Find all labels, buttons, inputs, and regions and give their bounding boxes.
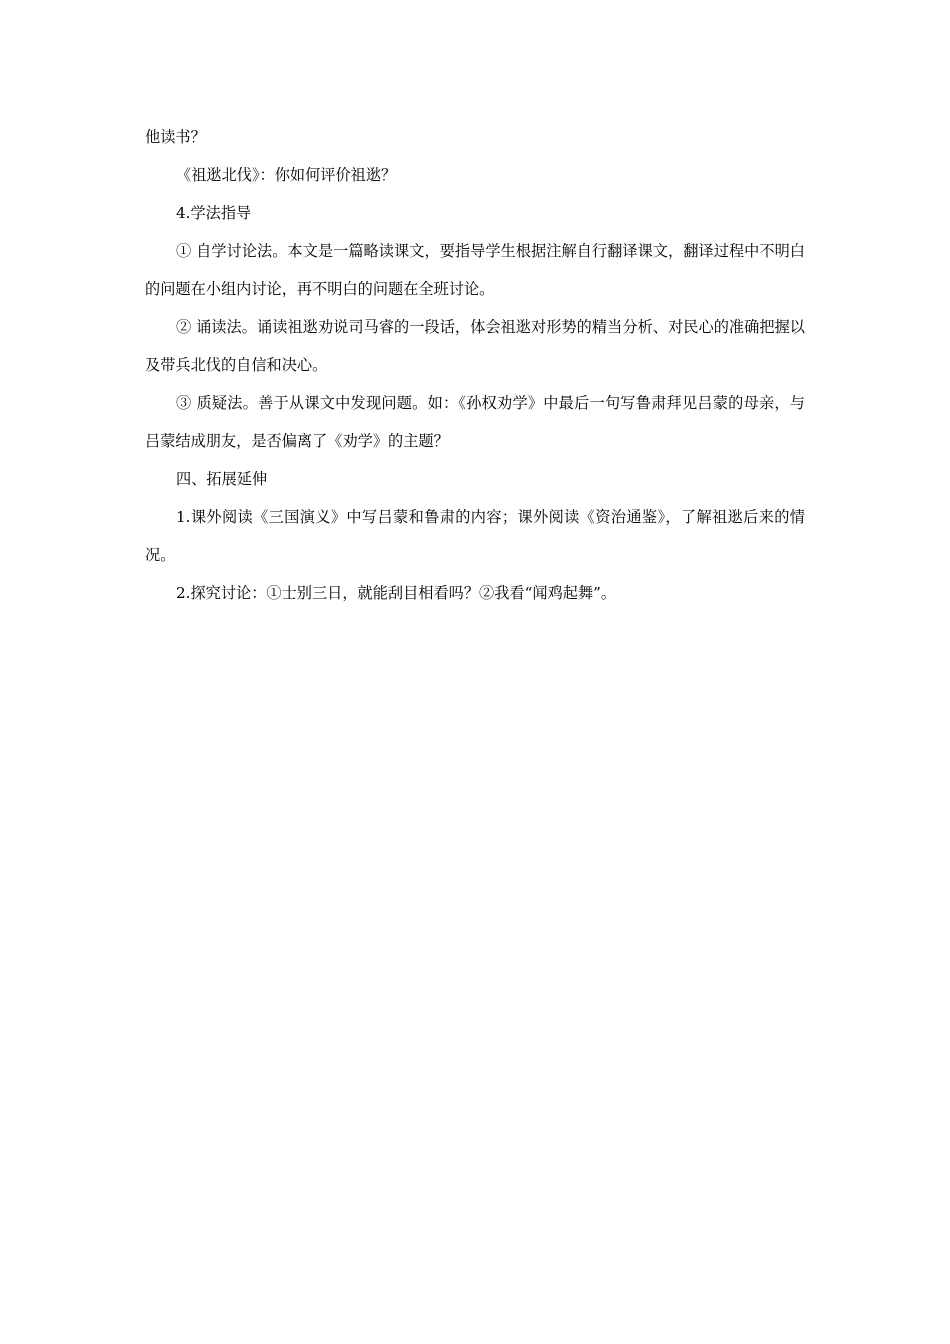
- document-body: [145, 118, 805, 612]
- paragraph-question-zuti: 《祖逖北伐》：你如何评价祖逖？: [176, 166, 397, 184]
- paragraph-method-questioning: ③ 质疑法。善于从课文中发现问题。如：《孙权劝学》中最后一句写鲁肃拜见吕蒙的母亲，与吕蒙结成朋友，是否偏离了《劝学》的主题？: [145, 394, 805, 450]
- section-heading-extension: 四、拓展延伸: [176, 470, 268, 488]
- paragraph-method-discussion: ① 自学讨论法。本文是一篇略读课文，要指导学生根据注解自行翻译课文，翻译过程中不明白的问题在小组内讨论，再不明白的问题在全班讨论。: [145, 242, 805, 298]
- paragraph-method-recitation: ② 诵读法。诵读祖逖劝说司马睿的一段话，体会祖逖对形势的精当分析、对民心的准确把握以及带兵北伐的自信和决心。: [145, 318, 805, 374]
- section-heading-study-method: 4.学法指导: [176, 204, 252, 222]
- paragraph-extension-discussion: 2.探究讨论：①士别三日，就能刮目相看吗？②我看“闻鸡起舞”。: [176, 584, 617, 602]
- paragraph-extension-reading: 1.课外阅读《三国演义》中写吕蒙和鲁肃的内容；课外阅读《资治通鉴》，了解祖逖后来的情况。: [145, 508, 805, 564]
- paragraph-continuation: 他读书？: [145, 128, 206, 146]
